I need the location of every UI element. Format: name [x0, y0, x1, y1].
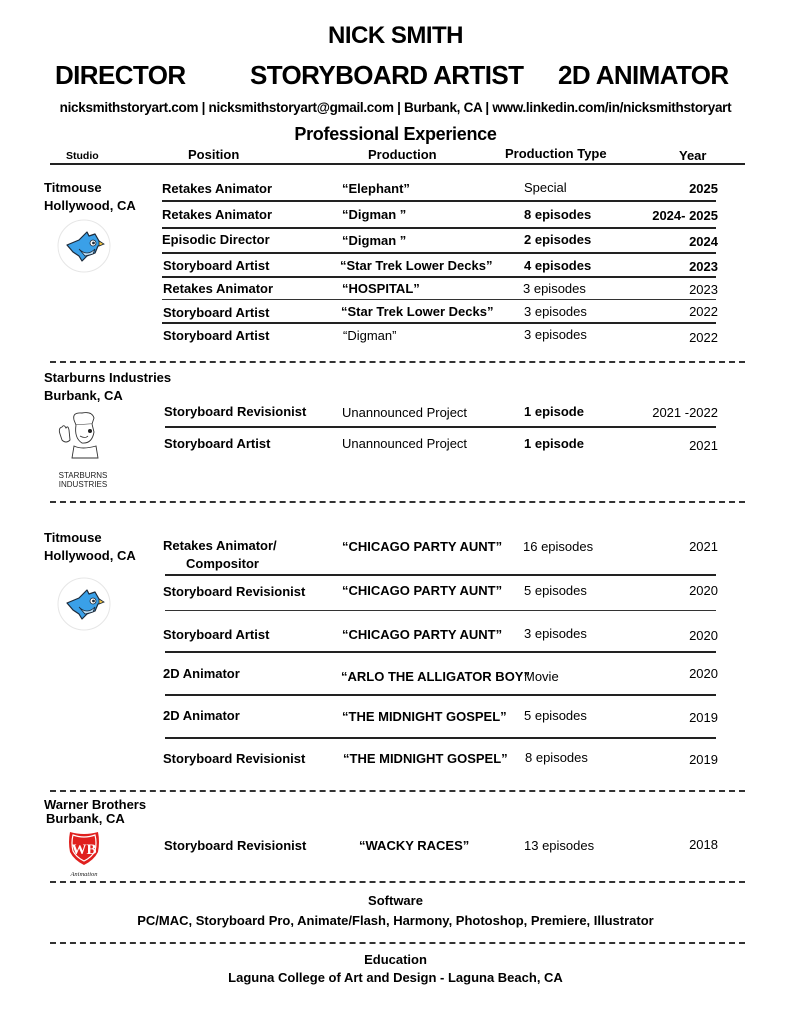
row-divider [162, 276, 716, 278]
row-production-type: 1 episode [524, 404, 584, 419]
titmouse-bird-logo-icon [57, 577, 111, 631]
row-divider [162, 299, 716, 300]
row-production: “Digman” [343, 328, 397, 343]
row-production-type: Special [524, 180, 567, 195]
studio-name: Titmouse [44, 530, 102, 545]
row-year: 2019 [689, 710, 718, 725]
row-production-type: 2 episodes [524, 232, 592, 247]
row-production: “Elephant” [342, 181, 410, 196]
contact-line: nicksmithstoryart.com | nicksmithstoryart@gmail.com | Burbank, CA | www.linkedin.com/in/nicksmithstoryart [59, 100, 732, 115]
row-position: Storyboard Revisionist [164, 838, 307, 853]
row-year: 2020 [689, 628, 718, 643]
resume-name: NICK SMITH [328, 22, 463, 49]
row-position: Retakes Animator [163, 281, 274, 296]
row-production-type: 16 episodes [523, 539, 594, 554]
row-divider [165, 694, 716, 696]
row-production-type: 8 episodes [524, 207, 592, 222]
row-divider [165, 651, 716, 653]
row-production: Unannounced Project [342, 436, 468, 451]
row-production: “Digman ” [342, 207, 407, 222]
column-header-production: Production [368, 147, 437, 162]
row-position: Retakes Animator [162, 181, 273, 196]
row-production: “HOSPITAL” [342, 281, 420, 296]
row-divider [165, 426, 716, 428]
row-production: “THE MIDNIGHT GOSPEL” [343, 751, 508, 766]
studio-location: Hollywood, CA [44, 548, 136, 563]
row-year: 2020 [689, 666, 718, 681]
row-position: Storyboard Artist [163, 627, 270, 642]
row-year: 2024- 2025 [652, 208, 718, 223]
column-header-year: Year [679, 148, 707, 163]
row-year: 2019 [689, 752, 718, 767]
row-year: 2021 [689, 539, 718, 554]
header-divider [50, 163, 745, 165]
studio-name: Titmouse [44, 180, 102, 195]
row-production: “CHICAGO PARTY AUNT” [342, 539, 503, 554]
row-position: Storyboard Revisionist [164, 404, 307, 419]
row-production: “CHICAGO PARTY AUNT” [342, 627, 503, 642]
section-divider [50, 942, 745, 944]
row-year: 2024 [689, 234, 718, 249]
starburns-industries-logo-icon [52, 410, 114, 488]
role-director: DIRECTOR [55, 60, 186, 90]
row-production-type: 1 episode [524, 436, 584, 451]
row-divider [165, 574, 716, 576]
row-year: 2023 [689, 282, 718, 297]
role-2d-animator: 2D ANIMATOR [558, 60, 729, 90]
row-year: 2021 -2022 [652, 405, 718, 420]
row-production-type: 3 episodes [524, 304, 587, 319]
row-production: “Star Trek Lower Decks” [340, 258, 493, 273]
group-divider [50, 790, 745, 792]
row-position: Storyboard Revisionist [163, 584, 306, 599]
row-position: Retakes Animator [162, 207, 273, 222]
column-header-studio: Studio [66, 150, 99, 162]
starburns-logo-text-2: INDUSTRIES [58, 480, 108, 489]
warner-bros-animation-logo-icon [62, 830, 106, 878]
row-production: “WACKY RACES” [359, 838, 470, 853]
row-production-type: 5 episodes [524, 583, 587, 598]
section-title-software: Software [368, 893, 423, 908]
row-position: Retakes Animator/ [163, 538, 277, 553]
column-header-position: Position [188, 147, 240, 162]
row-production-type: 4 episodes [524, 258, 592, 273]
row-divider [162, 227, 716, 229]
starburns-logo-text-1: STARBURNS [58, 471, 108, 480]
row-year: 2018 [689, 837, 718, 852]
row-production-type: 13 episodes [524, 838, 595, 853]
row-year: 2025 [689, 181, 718, 196]
group-divider [50, 361, 745, 363]
studio-location: Hollywood, CA [44, 198, 136, 213]
row-year: 2022 [689, 304, 718, 319]
row-production-type: 3 episodes [524, 626, 587, 641]
row-divider [162, 322, 716, 324]
row-divider [162, 200, 716, 202]
row-position: Episodic Director [162, 232, 270, 247]
row-divider [165, 737, 716, 739]
row-position: 2D Animator [163, 708, 240, 723]
studio-name: Warner Brothers [44, 797, 147, 812]
row-production-type: 8 episodes [525, 750, 588, 765]
row-year: 2022 [689, 330, 718, 345]
row-production: “ARLO THE ALLIGATOR BOY” [341, 669, 530, 684]
software-list: PC/MAC, Storyboard Pro, Animate/Flash, Harmony, Photoshop, Premiere, Illustrator [137, 913, 654, 928]
studio-name: Starburns Industries [44, 370, 172, 385]
row-position: Storyboard Artist [163, 258, 270, 273]
row-position: 2D Animator [163, 666, 240, 681]
wb-animation-text: Animation [70, 871, 98, 878]
row-divider [165, 610, 716, 611]
row-production: “Digman ” [342, 233, 407, 248]
group-divider [50, 881, 745, 883]
studio-location: Burbank, CA [44, 388, 123, 403]
column-header-production-type: Production Type [505, 146, 607, 161]
row-production-type: 3 episodes [523, 281, 586, 296]
studio-location: Burbank, CA [46, 811, 125, 826]
section-title-education: Education [364, 952, 427, 967]
row-production-type: Movie [524, 669, 559, 684]
row-divider [162, 252, 716, 254]
row-year: 2023 [689, 259, 718, 274]
row-year: 2020 [689, 583, 718, 598]
section-title-experience: Professional Experience [294, 124, 497, 144]
row-production-type: 3 episodes [524, 327, 587, 342]
row-production: “Star Trek Lower Decks” [341, 304, 494, 319]
titmouse-bird-logo-icon [57, 219, 111, 273]
svg-text:WB: WB [71, 842, 97, 858]
row-position: Storyboard Revisionist [163, 751, 306, 766]
role-storyboard-artist: STORYBOARD ARTIST [250, 60, 524, 90]
row-position: Storyboard Artist [163, 305, 270, 320]
row-position: Storyboard Artist [163, 328, 270, 343]
row-year: 2021 [689, 438, 718, 453]
row-production: “CHICAGO PARTY AUNT” [342, 583, 503, 598]
row-position-line2: Compositor [186, 556, 259, 571]
row-production: “THE MIDNIGHT GOSPEL” [342, 709, 507, 724]
group-divider [50, 501, 745, 503]
row-production: Unannounced Project [342, 405, 468, 420]
row-production-type: 5 episodes [524, 708, 587, 723]
education-school: Laguna College of Art and Design - Laguna Beach, CA [228, 970, 563, 985]
row-position: Storyboard Artist [164, 436, 271, 451]
